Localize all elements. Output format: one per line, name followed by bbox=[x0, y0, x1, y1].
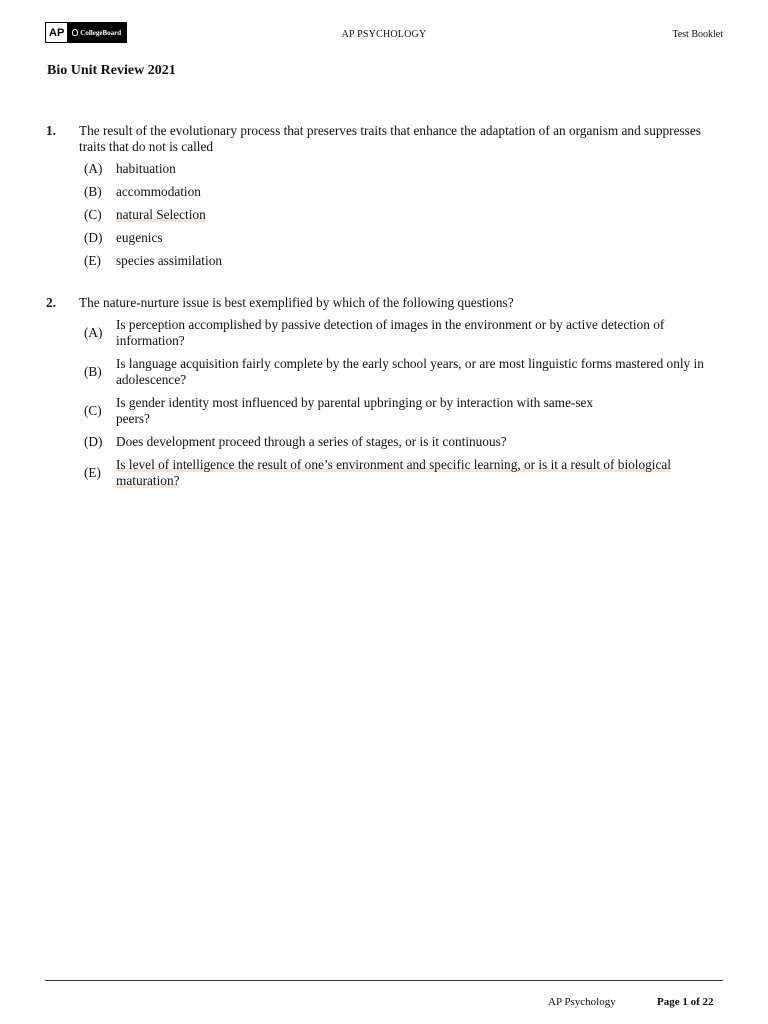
question-2 bbox=[46, 295, 726, 496]
option-c[interactable] bbox=[84, 395, 726, 427]
option-b[interactable] bbox=[84, 356, 726, 388]
header-subject: AP PSYCHOLOGY bbox=[341, 29, 427, 40]
option-b[interactable] bbox=[84, 184, 726, 200]
option-text: habituation bbox=[116, 161, 176, 176]
option-a[interactable] bbox=[84, 161, 726, 177]
question-number: 1. bbox=[46, 123, 56, 138]
footer-divider bbox=[45, 980, 723, 981]
option-d[interactable] bbox=[84, 230, 726, 246]
option-letter: (A) bbox=[84, 161, 103, 176]
option-text: Is perception accomplished by passive detection of images in the environment or by active detection of information? bbox=[116, 317, 665, 348]
option-letter: (C) bbox=[84, 403, 102, 418]
option-letter: (B) bbox=[84, 364, 102, 379]
footer-subject: AP Psychology bbox=[548, 996, 616, 1008]
option-text: eugenics bbox=[116, 230, 163, 245]
option-letter: (D) bbox=[84, 434, 103, 449]
option-text: species assimilation bbox=[116, 253, 222, 268]
answer-options bbox=[46, 161, 726, 269]
option-text bbox=[116, 457, 726, 489]
ap-logo-text: AP bbox=[46, 23, 67, 42]
option-letter: (A) bbox=[84, 325, 103, 340]
option-text bbox=[116, 207, 726, 223]
option-text: accommodation bbox=[116, 184, 201, 199]
option-letter: (E) bbox=[84, 465, 101, 480]
page-title: Bio Unit Review 2021 bbox=[47, 63, 176, 78]
question-stem: The result of the evolutionary process that preserves traits that enhance the adaptation of an organism and suppresses traits that do not is called bbox=[79, 123, 701, 154]
page-number: Page 1 of 22 bbox=[657, 996, 714, 1008]
option-letter: (D) bbox=[84, 230, 103, 245]
option-letter: (C) bbox=[84, 207, 102, 222]
answer-options bbox=[46, 317, 726, 489]
option-text: Is language acquisition fairly complete by the early school years, or are most linguistic forms mastered only in adolescence? bbox=[116, 356, 704, 387]
collegeboard-logo-text: CollegeBoard bbox=[80, 28, 122, 37]
option-e[interactable] bbox=[84, 253, 726, 269]
option-text: Is gender identity most influenced by parental upbringing or by interaction with same-sex peers? bbox=[116, 395, 594, 426]
option-text: Does development proceed through a series of stages, or is it continuous? bbox=[116, 434, 507, 449]
header-booklet-label: Test Booklet bbox=[672, 29, 723, 40]
option-e[interactable] bbox=[84, 457, 726, 489]
question-1 bbox=[46, 123, 726, 276]
highlighted-answer: Is level of intelligence the result of one’s environment and specific learning, or is it a result of biological maturation? bbox=[116, 457, 671, 488]
option-a[interactable] bbox=[84, 317, 726, 349]
option-letter: (E) bbox=[84, 253, 101, 268]
option-d[interactable] bbox=[84, 434, 726, 450]
question-stem: The nature-nurture issue is best exemplified by which of the following questions? bbox=[79, 295, 514, 310]
option-letter: (B) bbox=[84, 184, 102, 199]
option-c[interactable] bbox=[84, 207, 726, 223]
question-number: 2. bbox=[46, 295, 56, 310]
highlighted-answer: natural Selection bbox=[116, 207, 206, 222]
